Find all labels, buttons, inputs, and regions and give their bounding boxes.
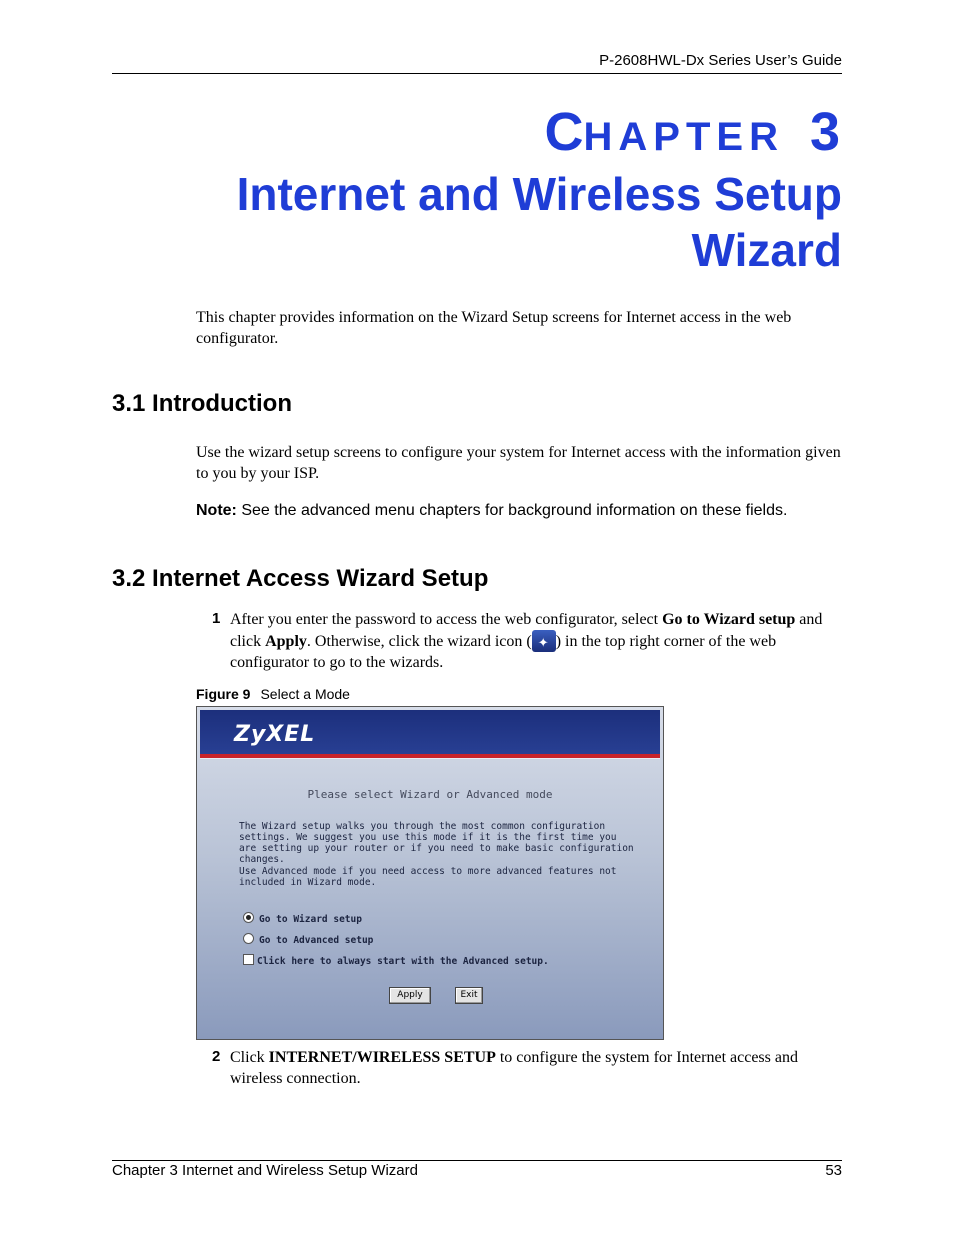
step-1-part: . Otherwise, click the wizard icon ( — [306, 633, 532, 650]
step-2-bold-menu: INTERNET/WIRELESS SETUP — [268, 1049, 496, 1066]
radio-icon — [243, 933, 254, 944]
step-2-part: Click — [230, 1049, 269, 1066]
wizard-icon — [532, 630, 556, 652]
figure-paragraph-1: The Wizard setup walks you through the most common configuration settings. We suggest you use this mode if it is the first time you are setting up your router or if you need to make basic configuration changes. — [239, 821, 634, 865]
radio-selected-icon — [243, 912, 254, 923]
step-number-1: 1 — [212, 610, 221, 627]
figure-label: Figure 9 — [196, 686, 251, 702]
apply-button[interactable]: Apply — [389, 987, 431, 1004]
zyxel-logo: ZyXEL — [234, 722, 316, 747]
step-1-part: and click — [230, 611, 823, 650]
section-heading-wizard-setup: 3.2 Internet Access Wizard Setup — [112, 565, 489, 592]
exit-button[interactable]: Exit — [455, 987, 483, 1004]
radio-label: Go to Wizard setup — [259, 914, 362, 925]
header-rule — [112, 73, 842, 74]
radio-advanced-setup[interactable] — [243, 933, 373, 946]
checkbox-always-advanced[interactable] — [243, 954, 549, 967]
checkbox-icon — [243, 954, 254, 965]
running-header: P-2608HWL-Dx Series User’s Guide — [599, 52, 842, 69]
figure-screenshot — [196, 706, 664, 1040]
radio-label: Go to Advanced setup — [259, 935, 374, 946]
note-label: Note: — [196, 502, 237, 519]
chapter-title-line2: Wizard — [691, 224, 842, 276]
figure-paragraph-2: Use Advanced mode if you need access to more advanced features not included in Wizard mode. — [239, 866, 617, 888]
step-2-text — [230, 1047, 842, 1089]
figure-banner — [200, 710, 660, 754]
chapter-title-line1: Internet and Wireless Setup — [236, 168, 842, 220]
chapter-number: 3 — [809, 102, 840, 162]
step-1-text — [230, 609, 842, 673]
note — [196, 502, 842, 520]
radio-wizard-setup[interactable] — [243, 912, 362, 925]
footer-rule — [112, 1160, 842, 1161]
figure-heading: Please select Wizard or Advanced mode — [307, 788, 553, 801]
step-1-part: After you enter the password to access the web configurator, select — [230, 611, 663, 628]
step-2-part: to configure the system for Internet access and wireless connection. — [230, 1049, 798, 1087]
step-1-bold-wizard: Go to Wizard setup — [662, 611, 796, 628]
chapter-initial: C — [544, 102, 584, 162]
footer-chapter: Chapter 3 Internet and Wireless Setup Wizard — [112, 1162, 418, 1179]
step-1-part: ) in the top right corner of the web configurator to go to the wizards. — [230, 633, 777, 671]
intro-paragraph: This chapter provides information on the Wizard Setup screens for Internet access in the web configurator. — [196, 309, 792, 347]
step-number-2: 2 — [212, 1048, 221, 1065]
step-1-bold-apply: Apply — [265, 633, 307, 650]
figure-title: Select a Mode — [260, 686, 350, 702]
checkbox-label: Click here to always start with the Advanced setup. — [257, 956, 549, 967]
introduction-paragraph: Use the wizard setup screens to configure your system for Internet access with the information given to you by your ISP. — [196, 444, 841, 482]
figure-caption — [196, 686, 350, 702]
note-text: See the advanced menu chapters for background information on these fields. — [236, 502, 788, 519]
page-number: 53 — [825, 1162, 842, 1179]
section-heading-introduction: 3.1 Introduction — [112, 390, 292, 417]
chapter-word: HAPTER — [583, 115, 784, 159]
